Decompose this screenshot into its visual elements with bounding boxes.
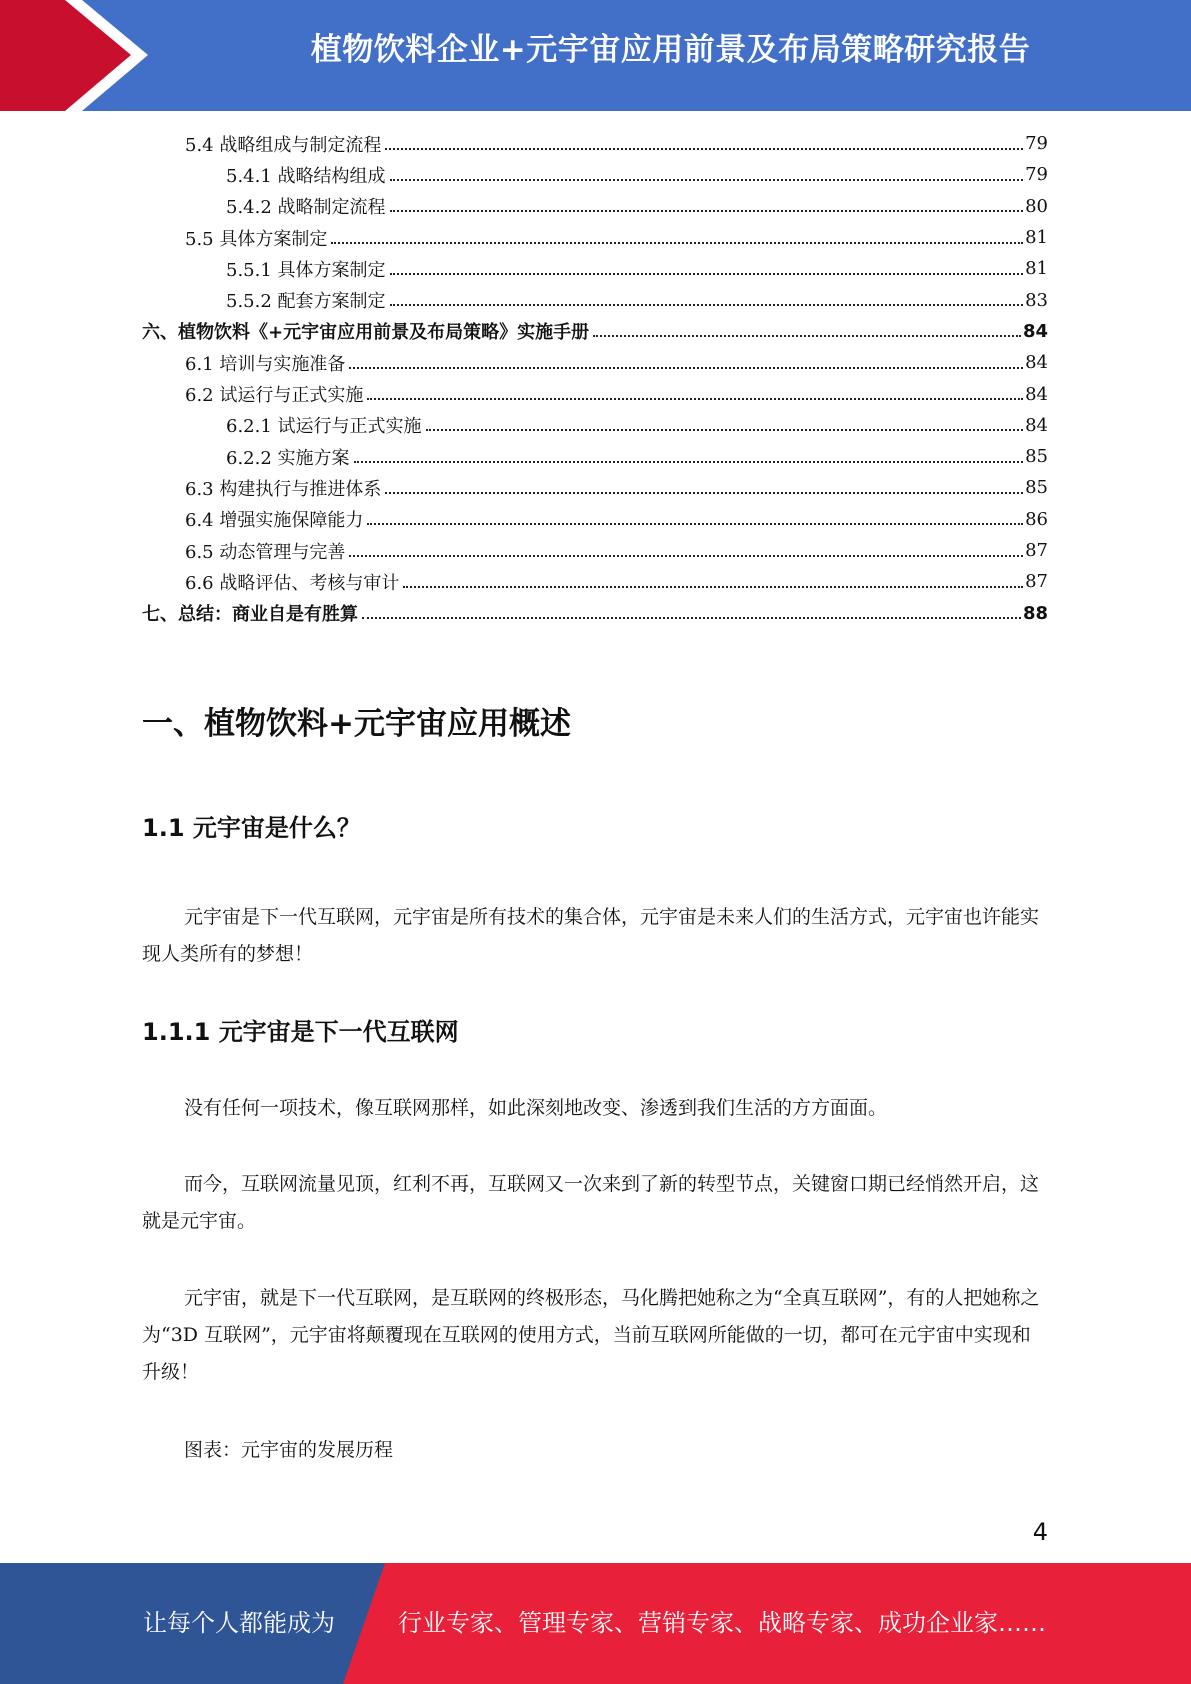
toc-entry-page: 81 [1025,258,1048,280]
toc-entry-page: 84 [1025,383,1048,405]
footer-right-text: 行业专家、管理专家、营销专家、战略专家、成功企业家…… [398,1609,1046,1637]
toc-entry-label: 6.1 培训与实施准备 [185,353,346,375]
toc-entry-label: 6.5 动态管理与完善 [185,541,346,563]
toc-leader-dots [367,380,1023,400]
paragraph: 没有任何一项技术，像互联网那样，如此深刻地改变、渗透到我们生活的方方面面。 [184,1097,888,1119]
toc-leader-dots [390,161,1024,181]
footer-left-text: 让每个人都能成为 [143,1609,335,1637]
toc-entry-page: 81 [1025,227,1048,249]
table-of-contents [142,128,1048,629]
subsubsection-heading: 1.1.1 元宇宙是下一代互联网 [142,1018,459,1046]
toc-leader-dots [390,255,1024,275]
toc-entry-label: 5.5.1 具体方案制定 [226,259,386,281]
toc-entry-label: 5.5 具体方案制定 [185,228,328,250]
toc-entry[interactable] [142,159,1048,190]
toc-leader-dots [354,443,1024,463]
paragraph: 元宇宙是下一代互联网，元宇宙是所有技术的集合体，元宇宙是未来人们的生活方式，元宇宙也许能实现人类所有的梦想！ [142,906,1040,965]
section-heading: 一、植物饮料+元宇宙应用概述 [142,706,571,742]
toc-entry[interactable] [142,222,1048,253]
toc-entry-label: 6.2.1 试运行与正式实施 [226,416,422,438]
toc-entry[interactable] [142,504,1048,535]
toc-entry-label: 6.2.2 实施方案 [226,447,350,469]
toc-leader-dots [385,130,1023,150]
toc-entry-page: 80 [1025,195,1048,217]
toc-entry[interactable] [142,253,1048,284]
header-title: 植物饮料企业+元宇宙应用前景及布局策略研究报告 [310,32,1031,68]
toc-leader-dots [367,505,1023,525]
toc-entry-label: 七、总结：商业自是有胜算 [142,604,358,626]
toc-entry-label: 6.6 战略评估、考核与审计 [185,572,400,594]
toc-entry[interactable] [142,472,1048,503]
toc-entry-page: 79 [1025,164,1048,186]
toc-entry-page: 84 [1022,320,1048,342]
page-header [0,0,1191,111]
toc-leader-dots [349,537,1023,557]
figure-caption: 图表：元宇宙的发展历程 [184,1439,394,1461]
toc-entry-page: 85 [1025,477,1048,499]
toc-entry[interactable] [142,128,1048,159]
toc-entry[interactable] [142,378,1048,409]
toc-leader-dots [593,317,1021,337]
toc-entry-page: 87 [1025,540,1048,561]
toc-entry-label: 6.2 试运行与正式实施 [185,385,364,407]
toc-leader-dots [390,192,1024,212]
toc-entry[interactable] [142,597,1048,628]
page-number: 4 [1032,1518,1048,1546]
toc-entry-page: 83 [1025,289,1048,311]
toc-entry[interactable] [142,191,1048,222]
toc-entry-page: 84 [1025,352,1048,374]
toc-leader-dots [403,568,1023,588]
toc-entry-page: 84 [1025,414,1048,436]
toc-entry-page: 85 [1025,446,1048,468]
toc-entry-label: 6.3 构建执行与推进体系 [185,478,382,500]
page-footer [0,1563,1191,1684]
toc-leader-dots [349,349,1023,369]
toc-entry[interactable] [142,566,1048,597]
toc-entry[interactable] [142,284,1048,315]
paragraph: 而今，互联网流量见顶，红利不再，互联网又一次来到了新的转型节点，关键窗口期已经悄然开启，这就是元宇宙。 [142,1173,1040,1232]
toc-leader-dots [426,411,1024,431]
toc-leader-dots [385,474,1023,494]
toc-entry-page: 87 [1025,571,1048,593]
toc-entry-label: 5.5.2 配套方案制定 [226,291,386,313]
subsection-heading: 1.1 元宇宙是什么？ [142,814,361,842]
toc-entry-page: 79 [1025,133,1048,155]
toc-entry-page: 86 [1025,508,1048,530]
toc-entry[interactable] [142,535,1048,566]
paragraph: 元宇宙，就是下一代互联网，是互联网的终极形态，马化腾把她称之为“全真互联网”，有的人把她称之为“3D 互联网”，元宇宙将颠覆现在互联网的使用方式，当前互联网所能做的一切，都可在元宇宙中实现和升级！ [142,1287,1040,1383]
toc-entry-label: 5.4 战略组成与制定流程 [185,134,382,156]
toc-entry[interactable] [142,316,1048,347]
toc-leader-dots [331,224,1023,244]
toc-entry-page: 88 [1022,602,1048,624]
toc-leader-dots [390,286,1024,306]
toc-entry-label: 5.4.2 战略制定流程 [226,197,386,219]
toc-entry[interactable] [142,441,1048,472]
toc-entry-label: 六、植物饮料《+元宇宙应用前景及布局策略》实施手册 [142,322,590,344]
toc-leader-dots [362,599,1021,619]
toc-entry-label: 5.4.1 战略结构组成 [226,165,386,187]
toc-entry[interactable] [142,410,1048,441]
toc-entry[interactable] [142,347,1048,378]
toc-entry-label: 6.4 增强实施保障能力 [185,510,364,532]
